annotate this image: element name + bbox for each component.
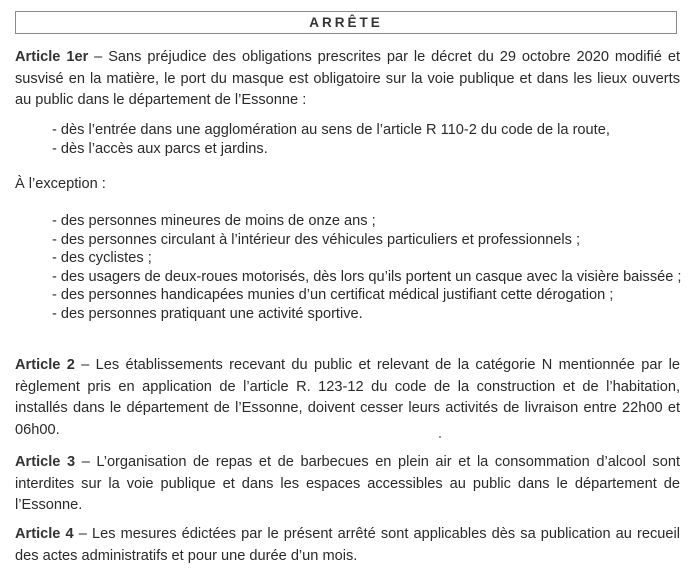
article-3-label: Article 3: [15, 454, 76, 470]
list-item: - dès l’entrée dans une agglomération au sens de l’article R 110-2 du code de la route,: [52, 122, 610, 138]
article-1-dash: –: [88, 49, 109, 65]
article-3-text: L’organisation de repas et de barbecues en plein air et la consommation d’alcool sont interdites sur la voie publique et dans les espaces accessibles au public dans le département de l’Essonne.: [15, 454, 681, 513]
exception-heading: À l’exception :: [15, 176, 106, 192]
list-item: - dès l’accès aux parcs et jardins.: [52, 140, 268, 157]
scan-speck: [439, 436, 441, 438]
article-4-label: Article 4: [15, 526, 74, 542]
article-4-text: Les mesures édictées par le présent arrêté sont applicables dès sa publication au recueil des actes administratifs et pour une durée d’un mois.: [15, 526, 680, 564]
exception-list: [52, 212, 692, 323]
list-item: - des cyclistes ;: [52, 250, 152, 266]
list-item: - des personnes circulant à l’intérieur des véhicules particuliers et professionnels ;: [52, 231, 581, 248]
article-1-list: [52, 121, 682, 158]
article-3: [15, 452, 680, 517]
article-4-dash: –: [73, 526, 92, 542]
list-item: - des personnes pratiquant une activité sportive.: [52, 305, 363, 322]
article-2-text: Les établissements recevant du public et relevant de la catégorie N mentionnée par le règlement pris en application de l’article R. 123-12 du code de la construction et de l’habitation, installés dans le département de l’Essonne, doivent cesser leurs activités de livraison entre 22h00 et 06h00.: [15, 357, 680, 438]
article-2-dash: –: [74, 357, 96, 373]
list-item: - des personnes mineures de moins de onze ans ;: [52, 213, 376, 229]
article-1-text: Sans préjudice des obligations prescrites par le décret du 29 octobre 2020 modifié et susvisé en la matière, le port du masque est obligatoire sur la voie publique et dans les lieux ouverts au public dans le département de l’Essonne :: [15, 49, 680, 108]
article-4: [15, 524, 680, 567]
list-item: - des usagers de deux-roues motorisés, dès lors qu’ils portent un casque avec la visière baissée ;: [52, 268, 682, 285]
document-title: ARRÊTE: [309, 15, 383, 30]
article-2-label: Article 2: [15, 357, 75, 373]
article-3-dash: –: [75, 454, 97, 470]
list-item: - des personnes handicapées munies d’un certificat médical justifiant cette dérogation ;: [52, 287, 614, 303]
article-2: [15, 355, 680, 441]
article-1-label: Article 1er: [15, 49, 89, 65]
article-1: [15, 47, 680, 112]
title-box: [15, 11, 677, 34]
